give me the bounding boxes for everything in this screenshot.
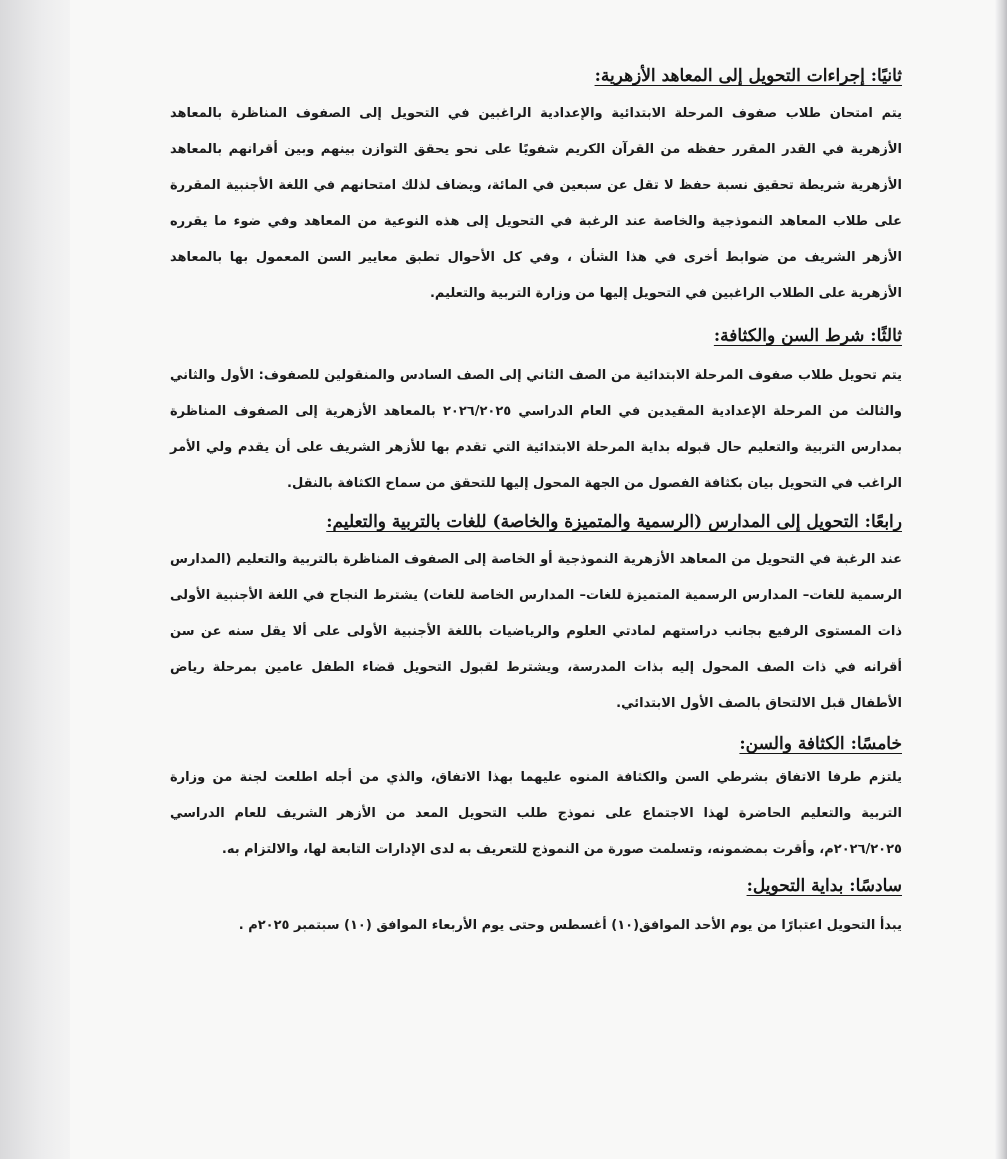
section-age-density-condition bbox=[170, 322, 902, 502]
section-heading: خامسًا: الكثافة والسن: bbox=[739, 734, 902, 754]
section-heading: رابعًا: التحويل إلى المدارس (الرسمية والمتميزة والخاصة) للغات بالتربية والتعليم: bbox=[326, 512, 902, 532]
section-paragraph: يتم تحويل طلاب صفوف المرحلة الابتدائية من الصف الثاني إلى الصف السادس والمنقولين للصفوف: الأول والثاني والثالث من المرحلة الإعدادية المقيدين في العام الدراسي ٢٠٢٦/٢٠٢٥ بالمعاهد الأزهرية إلى الصفوف المناظرة بمدارس التربية والتعليم حال قبوله بداية المرحلة الابتدائية التي تقدم بها للأزهر الشريف على أن يقدم ولي الأمر الراغب في التحويل بيان بكثافة الفصول من الجهة المحول إليها للتحقق من سماح الكثافة بالنقل. bbox=[170, 368, 902, 491]
section-density-age bbox=[170, 730, 902, 868]
section-transfer-start bbox=[170, 872, 902, 944]
section-paragraph: يتم امتحان طلاب صفوف المرحلة الابتدائية والإعدادية الراغبين في التحويل إلى الصفوف المناظرة بالمعاهد الأزهرية في القدر المقرر حفظه من القرآن الكريم شفويًا على نحو يحقق التوازن بينهم وبين أقرانهم بالمعاهد الأزهرية شريطة تحقيق نسبة حفظ لا تقل عن سبعين في المائة، ويضاف لذلك امتحانهم في اللغة الأجنبية المقررة على طلاب المعاهد النموذجية والخاصة عند الرغبة في التحويل إلى هذه النوعية من المعاهد وفي ضوء ما يقرره الأزهر الشريف من ضوابط أخرى في هذا الشأن ، وفي كل الأحوال تطبق معايير السن المعمول بها بالمعاهد الأزهرية على الطلاب الراغبين في التحويل إليها من وزارة التربية والتعليم. bbox=[170, 106, 902, 301]
section-paragraph: عند الرغبة في التحويل من المعاهد الأزهرية النموذجية أو الخاصة إلى الصفوف المناظرة بالتربية والتعليم (المدارس الرسمية للغات– المدارس الرسمية المتميزة للغات– المدارس الخاصة للغات) يشترط النجاح في اللغة الأجنبية الأولى ذات المستوى الرفيع بجانب دراستهم لمادتي العلوم والرياضيات باللغة الأجنبية الأولى على ألا يقل سنه عن سن أقرانه في ذات الصف المحول إليه بذات المدرسة، ويشترط لقبول التحويل قضاء الطفل عامين بمرحلة رياض الأطفال قبل الالتحاق بالصف الأول الابتدائي. bbox=[170, 552, 902, 711]
section-transfer-procedures bbox=[170, 62, 902, 312]
scan-shadow-left bbox=[0, 0, 70, 1159]
section-heading: ثانيًا: إجراءات التحويل إلى المعاهد الأزهرية: bbox=[594, 66, 902, 86]
section-paragraph: يلتزم طرفا الاتفاق بشرطي السن والكثافة المنوه عليهما بهذا الاتفاق، والذي من أجله اطلعت لجنة من وزارة التربية والتعليم الحاضرة لهذا الاجتماع على نموذج طلب التحويل المعد من الأزهر الشريف للعام الدراسي ٢٠٢٦/٢٠٢٥م، وأقرت بمضمونه، وتسلمت صورة من النموذج للتعريف به لدى الإدارات التابعة لها، والالتزام به. bbox=[170, 770, 902, 857]
section-paragraph: يبدأ التحويل اعتبارًا من يوم الأحد الموافق(١٠) أغسطس وحتى يوم الأربعاء الموافق (١٠) سبتمبر ٢٠٢٥م . bbox=[238, 918, 902, 933]
section-heading: ثالثًا: شرط السن والكثافة: bbox=[713, 326, 902, 346]
page-edge-right bbox=[995, 0, 1007, 1159]
section-heading: سادسًا: بداية التحويل: bbox=[746, 876, 902, 896]
document-body bbox=[170, 62, 902, 944]
section-language-schools-transfer bbox=[170, 508, 902, 722]
